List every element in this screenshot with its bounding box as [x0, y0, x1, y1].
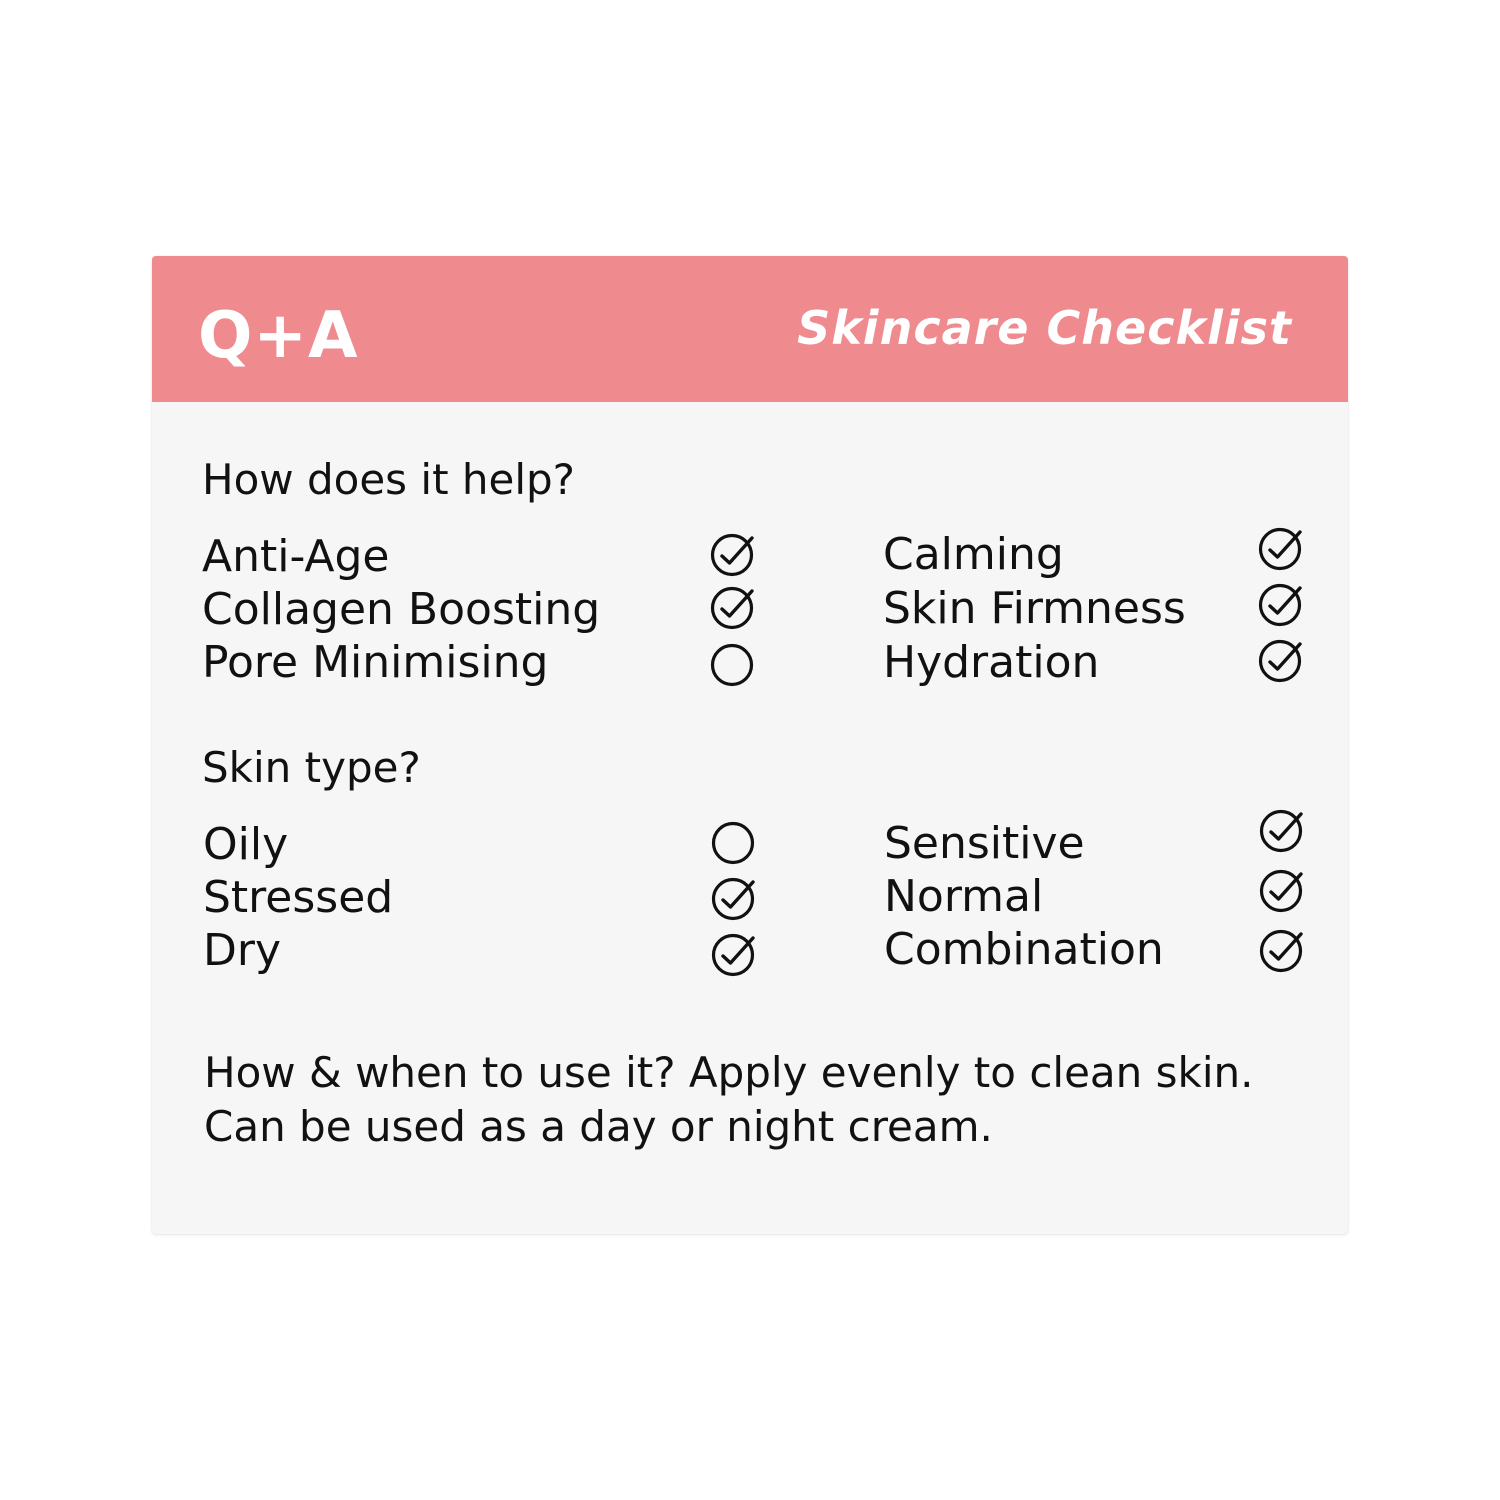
checked-circle-icon [1258, 928, 1304, 974]
benefit-label-skin-firmness: Skin Firmness [883, 583, 1186, 634]
checked-circle-icon [709, 532, 755, 578]
benefit-check-anti-age [709, 532, 755, 578]
card-header [152, 256, 1348, 402]
skin-type-label-combination: Combination [884, 924, 1164, 975]
skin-type-check-sensitive [1258, 808, 1304, 854]
skin-type-check-oily [710, 820, 756, 866]
benefit-label-calming: Calming [883, 529, 1064, 580]
skin-type-check-normal [1258, 868, 1304, 914]
checklist-title: Skincare Checklist [797, 301, 1292, 355]
checked-circle-icon [1257, 582, 1303, 628]
benefit-check-calming [1257, 526, 1303, 572]
skin-type-check-dry [710, 932, 756, 978]
benefit-label-anti-age: Anti-Age [202, 531, 390, 582]
checked-circle-icon [710, 932, 756, 978]
skin-type-label-sensitive: Sensitive [884, 818, 1085, 869]
benefit-check-skin-firmness [1257, 582, 1303, 628]
checked-circle-icon [709, 585, 755, 631]
benefit-label-hydration: Hydration [883, 637, 1100, 688]
empty-circle-icon [710, 820, 756, 866]
skin-type-label-oily: Oily [203, 819, 289, 870]
skincare-checklist-card [152, 256, 1348, 1234]
checked-circle-icon [1257, 638, 1303, 684]
skin-type-check-stressed [710, 876, 756, 922]
skin-type-label-normal: Normal [884, 871, 1044, 922]
checked-circle-icon [1258, 868, 1304, 914]
usage-instructions: How & when to use it? Apply evenly to clean skin. Can be used as a day or night cream. [204, 1048, 1254, 1151]
skin-type-label-stressed: Stressed [203, 872, 394, 923]
benefit-check-pore-minimising [709, 642, 755, 688]
checked-circle-icon [710, 876, 756, 922]
skin-type-heading: Skin type? [202, 743, 421, 792]
checked-circle-icon [1258, 808, 1304, 854]
empty-circle-icon [709, 642, 755, 688]
benefits-heading: How does it help? [202, 455, 575, 504]
brand-logo: Q+A [198, 299, 359, 373]
benefit-label-pore-minimising: Pore Minimising [202, 637, 549, 688]
benefit-check-hydration [1257, 638, 1303, 684]
benefit-check-collagen-boosting [709, 585, 755, 631]
checked-circle-icon [1257, 526, 1303, 572]
benefit-label-collagen-boosting: Collagen Boosting [202, 584, 601, 635]
skin-type-check-combination [1258, 928, 1304, 974]
skin-type-label-dry: Dry [203, 925, 282, 976]
